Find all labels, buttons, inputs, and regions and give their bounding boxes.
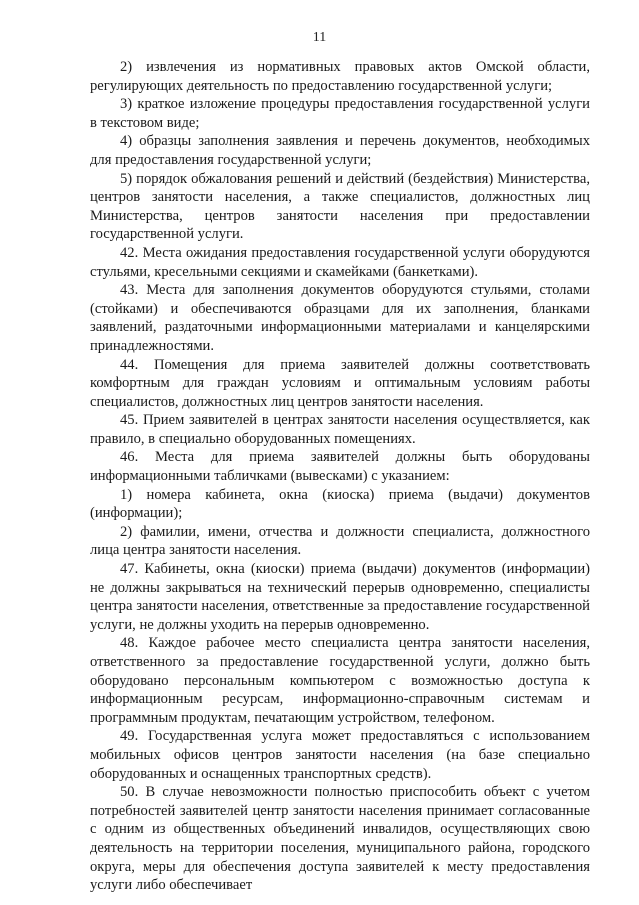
paragraph-list-item-4: 4) образцы заполнения заявления и перечень документов, необходимых для предоставления государственной услуги;: [90, 133, 590, 168]
paragraph-clause-43: 43. Места для заполнения документов оборудуются стульями, столами (стойками) и обеспечиваются образцами для их заполнения, бланками заявлений, раздаточными информационными материалами и канцелярскими принадлежностями.: [90, 282, 590, 354]
paragraph-list-item-5: 5) порядок обжалования решений и действий (бездействия) Министерства, центров занятости населения, а также специалистов, должностных лиц Министерства, центров занятости населения при предоставлении государственной услуги.: [90, 170, 590, 243]
document-body: [90, 58, 590, 895]
paragraph-clause-42: 42. Места ожидания предоставления государственной услуги оборудуются стульями, кресельными секциями и скамейками (банкетками).: [90, 244, 590, 280]
paragraph-clause-44: 44. Помещения для приема заявителей должны соответствовать комфортным для граждан условиям и оптимальным условиям работы специалистов, должностных лиц центров занятости населения.: [90, 356, 590, 410]
paragraph-clause-48: 48. Каждое рабочее место специалиста центра занятости населения, ответственного за предоставление государственной услуги, должно быть оборудовано персональным компьютером с возможностью доступа к информационным ресурсам, информационно-справочным системам и программным продуктам, печатающим устройством, телефоном.: [90, 635, 590, 726]
paragraph-list-item-2: 2) извлечения из нормативных правовых актов Омской области, регулирующих деятельность по предоставлению государственной услуги;: [90, 59, 590, 94]
paragraph-clause-45: 45. Прием заявителей в центрах занятости населения осуществляется, как правило, в специально оборудованных помещениях.: [90, 412, 590, 447]
paragraph-clause-47: 47. Кабинеты, окна (киоски) приема (выдачи) документов (информации) не должны закрываться на технический перерыв одновременно, специалисты центра занятости населения, ответственные за предоставление государственной услуги, не должны уходить на перерыв одновременно.: [90, 561, 590, 633]
paragraph-clause-50: 50. В случае невозможности полностью приспособить объект с учетом потребностей заявителей центр занятости населения принимает согласованные с одним из общественных объединений инвалидов, осуществляющих свою деятельность на территории поселения, муниципального района, городского округа, меры для обеспечения доступа заявителей к месту предоставления услуги либо обеспечивает: [90, 784, 590, 894]
paragraph-clause-46-item-2: 2) фамилии, имени, отчества и должности специалиста, должностного лица центра занятости населения.: [90, 523, 590, 559]
paragraph-clause-49: 49. Государственная услуга может предоставляться с использованием мобильных офисов центров занятости населения (на базе специально оборудованных и оснащенных транспортных средств).: [90, 728, 590, 782]
paragraph-clause-46: 46. Места для приема заявителей должны быть оборудованы информационными табличками (вывесками) с указанием:: [90, 449, 590, 485]
paragraph-clause-46-item-1: 1) номера кабинета, окна (киоска) приема (выдачи) документов (информации);: [90, 486, 590, 522]
page-number: 11: [312, 30, 327, 45]
paragraph-list-item-3: 3) краткое изложение процедуры предоставления государственной услуги в текстовом виде;: [90, 96, 590, 131]
